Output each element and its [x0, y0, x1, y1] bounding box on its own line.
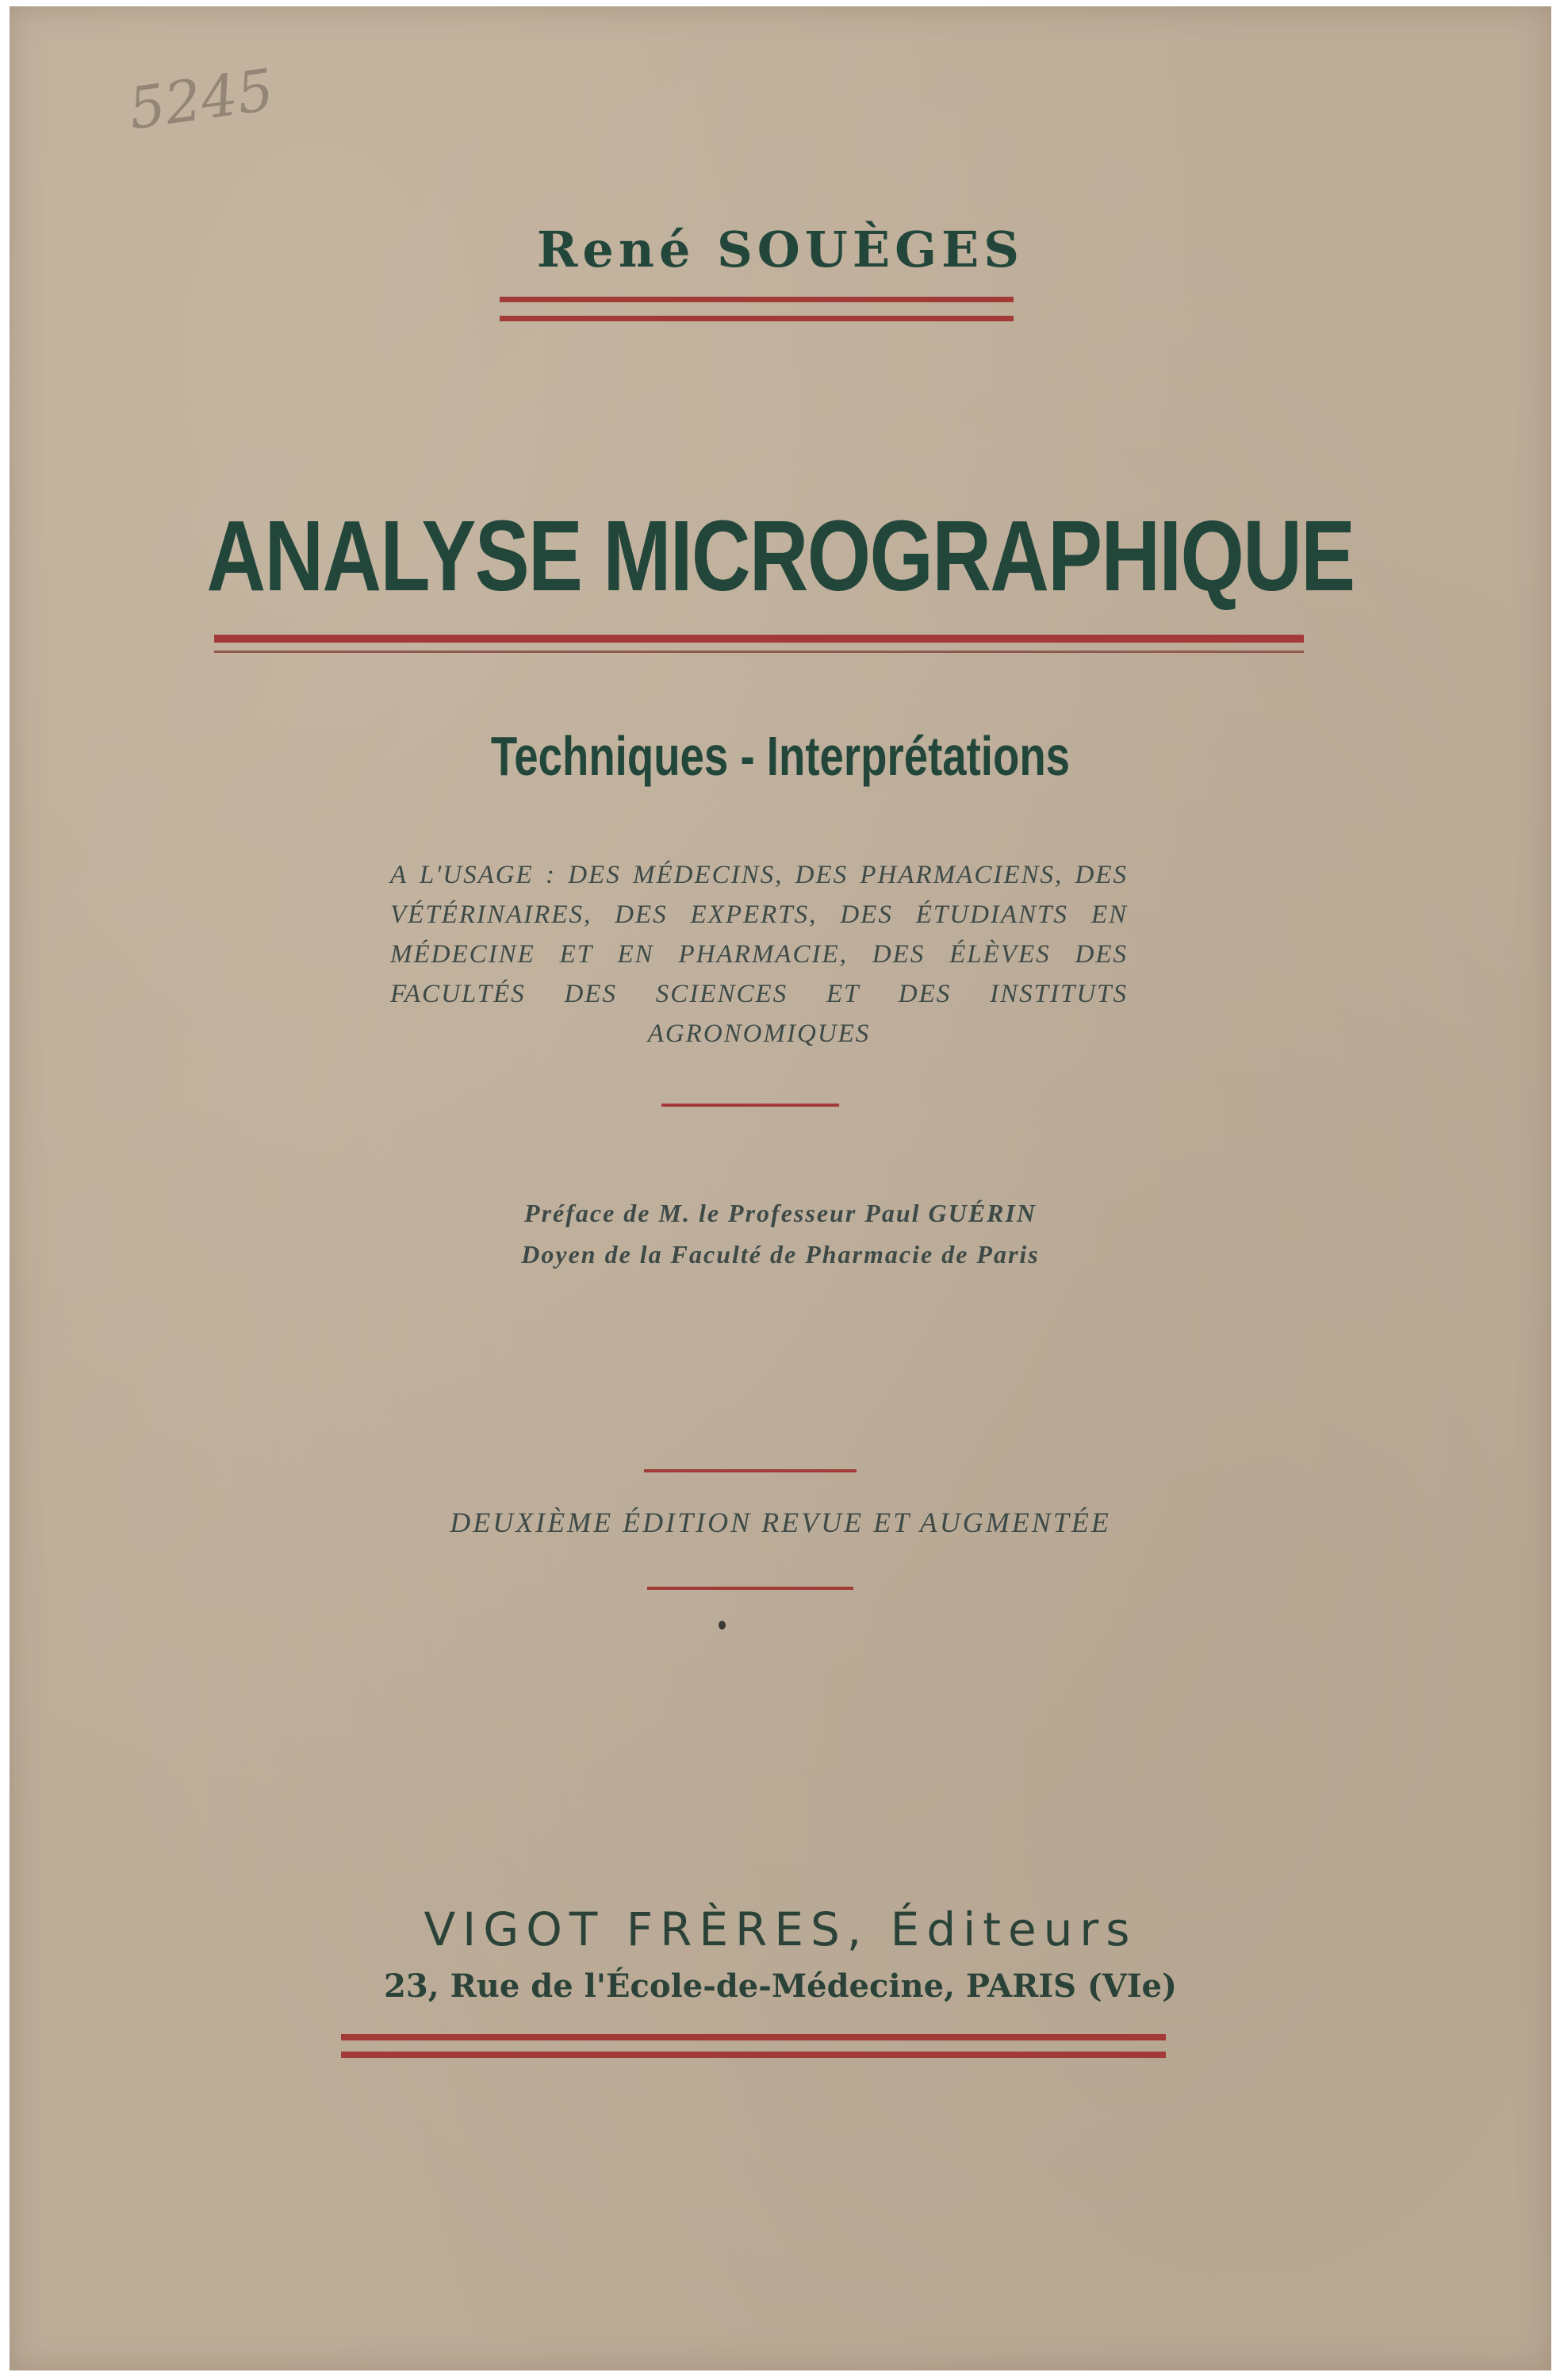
publisher-rule-top	[341, 2034, 1166, 2040]
author-rule-top	[500, 297, 1014, 302]
publisher-address: 23, Rue de l'École-de-Médecine, PARIS (VIe)	[384, 1967, 1177, 2005]
publisher-name: VIGOT FRÈRES, Éditeurs	[424, 1902, 1137, 1956]
title-rule	[214, 635, 1304, 643]
preface-line-2: Doyen de la Faculté de Pharmacie de Paris	[521, 1240, 1040, 1269]
separator-rule-2	[644, 1469, 857, 1472]
separator-rule-3	[647, 1587, 853, 1590]
author-rule-bottom	[500, 316, 1014, 321]
preface-credit	[10, 1192, 1551, 1275]
edition-statement: DEUXIÈME ÉDITION REVUE ET AUGMENTÉE	[450, 1507, 1111, 1538]
book-cover	[10, 6, 1551, 2370]
author-name: René SOUÈGES	[536, 221, 1025, 278]
preface-line-1: Préface de M. le Professeur Paul GUÉRIN	[524, 1199, 1037, 1227]
book-title: ANALYSE MICROGRAPHIQUE	[206, 500, 1355, 612]
publisher-rule-bottom	[341, 2052, 1166, 2058]
title-rule-thin	[214, 651, 1304, 653]
book-subtitle: Techniques - Interprétations	[490, 725, 1071, 787]
ornament-dot	[719, 1621, 726, 1630]
intended-audience: A L'USAGE : DES MÉDECINS, DES PHARMACIENS, DES VÉTÉRINAIRES, DES EXPERTS, DES ÉTUDIANTS EN MÉDECINE ET EN PHARMACIE, DES ÉLÈVES DES FACULTÉS DES SCIENCES ET DES INSTITUTS AGRONOMIQUES	[390, 861, 1128, 1048]
handwritten-annotation: 5245	[125, 56, 278, 143]
separator-rule-1	[661, 1104, 839, 1107]
